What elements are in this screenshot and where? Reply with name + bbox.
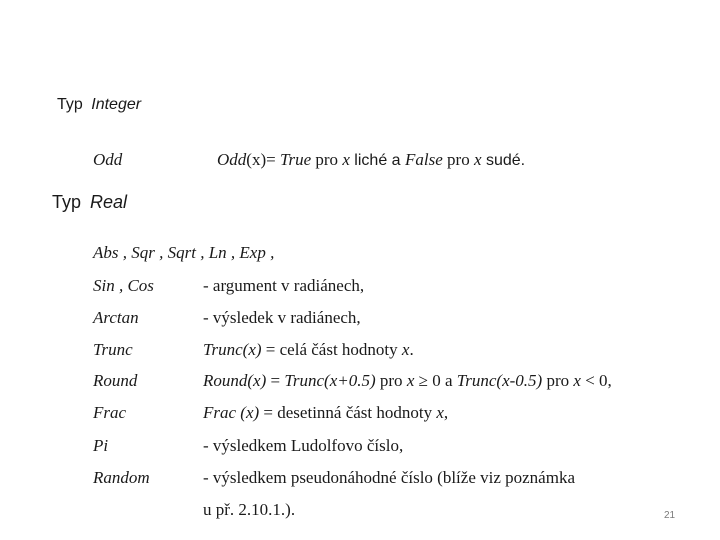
real-heading	[52, 192, 127, 213]
integer-type-name: Integer	[91, 96, 142, 113]
fn-random: Random	[93, 468, 150, 487]
typ-label: Typ	[52, 192, 82, 212]
page-number: 21	[664, 510, 676, 521]
desc-random: - výsledkem pseudonáhodné číslo (blíže viz poznámka	[203, 468, 575, 487]
desc-arctan: - výsledek v radiánech,	[203, 308, 361, 327]
def-odd: Odd(x)= True pro x liché a False pro x sudé.	[217, 150, 526, 169]
fn-arctan: Arctan	[93, 308, 139, 327]
fn-trunc: Trunc	[93, 340, 133, 359]
desc-random-line2: u př. 2.10.1.).	[203, 500, 296, 519]
fn-frac: Frac	[93, 403, 127, 422]
desc-round: Round(x) = Trunc(x+0.5) pro x ≥ 0 a Trunc(x-0.5) pro x < 0,	[203, 371, 612, 390]
desc-pi: - výsledkem Ludolfovo číslo,	[203, 436, 404, 455]
desc-frac: Frac (x) = desetinná část hodnoty x,	[203, 403, 449, 422]
real-function-list: Abs , Sqr , Sqrt , Ln , Exp ,	[93, 243, 275, 262]
fn-round: Round	[93, 371, 138, 390]
fn-pi: Pi	[93, 436, 109, 455]
integer-heading	[57, 96, 141, 114]
fn-odd: Odd	[93, 150, 123, 169]
real-type-name: Real	[90, 192, 128, 212]
desc-trunc: Trunc(x) = celá část hodnoty x.	[203, 340, 414, 359]
desc-sin-cos: - argument v radiánech,	[203, 276, 365, 295]
fn-sin-cos: Sin , Cos	[93, 276, 154, 295]
typ-label: Typ	[57, 96, 83, 113]
